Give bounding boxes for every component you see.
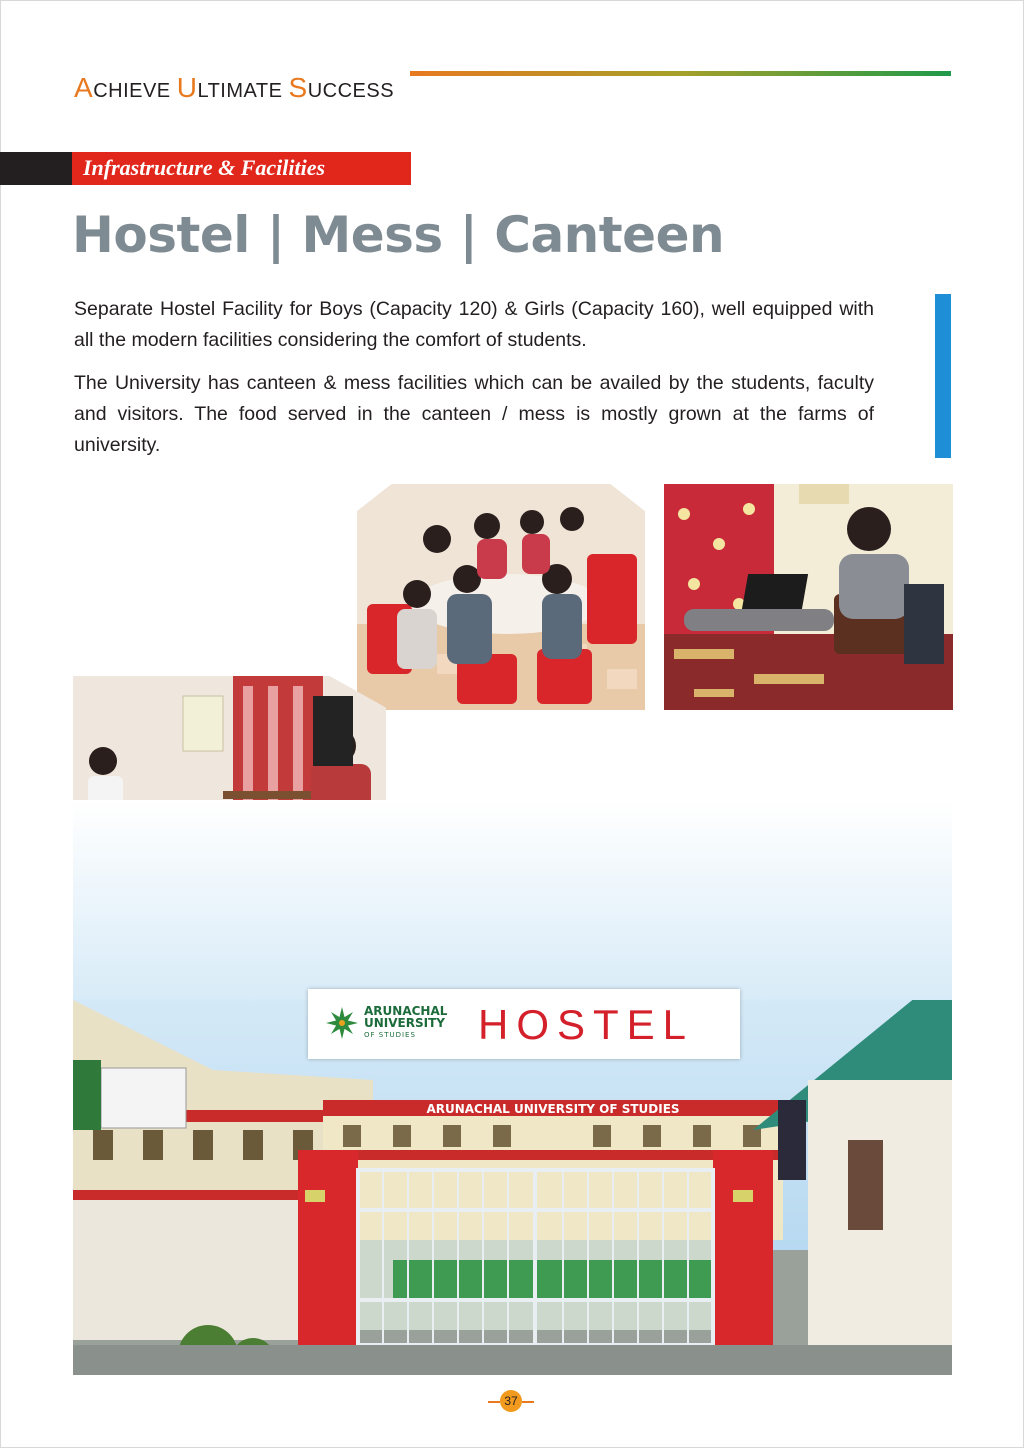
university-name-line-3: OF STUDIES	[364, 1031, 416, 1039]
section-tab-dark-block	[0, 152, 72, 185]
university-name-line-1: ARUNACHAL	[364, 1004, 448, 1018]
laptop-photo	[664, 484, 953, 710]
university-logo-icon	[326, 1007, 358, 1039]
university-name-line-2: UNIVERSITY	[364, 1016, 445, 1030]
tagline-cap-2: U	[176, 72, 198, 103]
tagline-word-1: CHIEVE	[93, 80, 171, 102]
tagline-word-3: UCCESS	[307, 80, 395, 102]
hostel-sign	[308, 989, 740, 1059]
canteen-paragraph: The University has canteen & mess facilities which can be availed by the students, faculty and visitors. The food served in the canteen / mess is mostly grown at the farms of university.	[74, 372, 874, 456]
header-gradient-rule	[410, 71, 951, 76]
page-number-line-right	[522, 1401, 534, 1403]
section-tab-label: Infrastructure & Facilities	[83, 155, 326, 180]
tagline-cap-3: S	[288, 72, 308, 103]
dining-photo	[357, 484, 645, 710]
tagline-word-2: LTIMATE	[197, 80, 283, 102]
page-number-line-left	[488, 1401, 500, 1403]
header-tagline	[74, 72, 394, 104]
hostel-paragraph: Separate Hostel Facility for Boys (Capacity 120) & Girls (Capacity 160), well equipped with all the modern facilities considering the comfort of students.	[74, 298, 874, 351]
page-number-marker	[488, 1390, 536, 1412]
page-title: Hostel | Mess | Canteen	[72, 206, 725, 264]
hostel-sign-word: HOSTEL	[478, 1001, 695, 1048]
sky-gradient	[73, 800, 952, 1020]
tagline-cap-1: A	[74, 72, 94, 103]
page-number: 37	[500, 1390, 522, 1412]
side-accent-bar	[935, 294, 951, 458]
building-banner: ARUNACHAL UNIVERSITY OF STUDIES	[426, 1102, 680, 1116]
university-name	[364, 1005, 447, 1041]
